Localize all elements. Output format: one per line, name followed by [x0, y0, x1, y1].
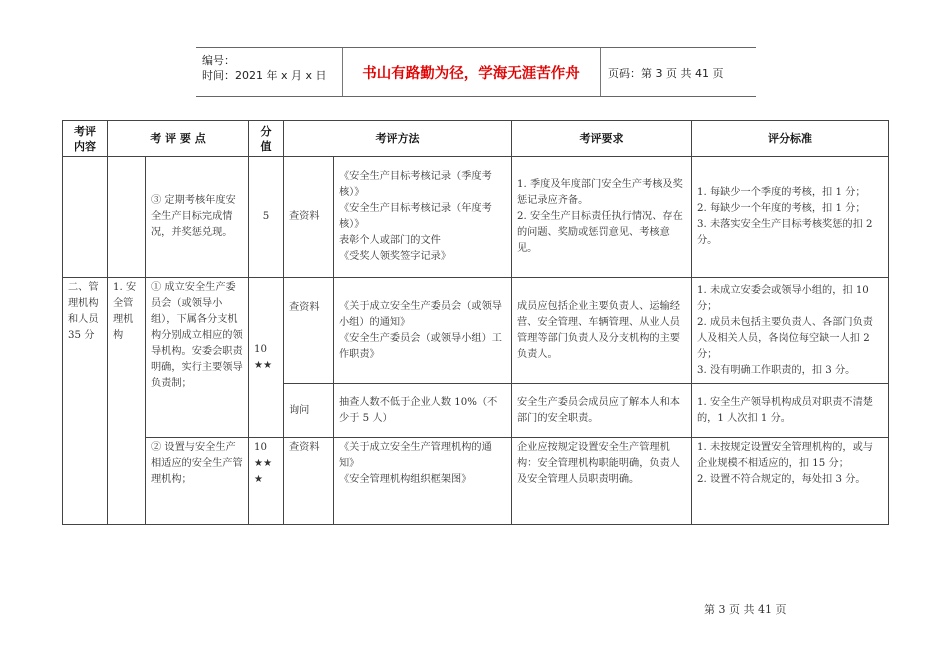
header-standard: 评分标准 — [692, 121, 889, 157]
header-assess-content: 考评 内容 — [63, 121, 108, 157]
assess-point: ② 设置与安全生产相适应的安全生产管理机构； — [146, 438, 249, 525]
header-score: 分 值 — [249, 121, 284, 157]
time-label: 时间：2021 年 x 月 x 日 — [202, 69, 327, 82]
header-page-label: 页码：第 3 页 共 41 页 — [608, 67, 724, 80]
table-row — [63, 438, 889, 525]
score-cell: 5 — [249, 157, 284, 278]
method-cell: 询问 — [284, 384, 334, 438]
table-header-row — [63, 121, 889, 157]
sub-section-cell: 1. 安全管理机构 — [108, 278, 146, 525]
requirement-cell: 企业应按规定设置安全生产管理机构：安全管理机构职能明确，负责人及安全管理人员职责明确。 — [512, 438, 692, 525]
requirement-cell: 成员应包括企业主要负责人、运输经营、安全管理、车辆管理、从业人员管理等部门负责人及分支机构的主要负责人。 — [512, 278, 692, 384]
docs-cell: 《关于成立安全生产管理机构的通知》 《安全管理机构组织框架图》 — [334, 438, 512, 525]
docs-cell: 抽查人数不低于企业人数 10%（不少于 5 人） — [334, 384, 512, 438]
section-cell: 二、管理机构和人员 35 分 — [63, 278, 108, 525]
standard-cell: 1. 未成立安委会或领导小组的，扣 10 分； 2. 成员未包括主要负责人、各部门负责人及相关人员，各岗位每空缺一人扣 2 分； 3. 没有明确工作职责的，扣 3 分。 — [692, 278, 889, 384]
sub-cell-empty — [108, 157, 146, 278]
docs-cell: 《安全生产目标考核记录（季度考核）》 《安全生产目标考核记录（年度考核）》 表彰个人或部门的文件 《受奖人领奖签字记录》 — [334, 157, 512, 278]
header-method: 考评方法 — [284, 121, 512, 157]
method-cell: 查资料 — [284, 278, 334, 384]
method-cell: 查资料 — [284, 157, 334, 278]
header-requirement: 考评要求 — [512, 121, 692, 157]
docs-cell: 《关于成立安全生产委员会（或领导小组）的通知》 《安全生产委员会（或领导小组）工作职责》 — [334, 278, 512, 384]
score-cell: 10 ★★ ★ — [249, 438, 284, 525]
requirement-cell: 1. 季度及年度部门安全生产考核及奖惩记录应齐备。 2. 安全生产目标责任执行情况、存在的问题、奖励或惩罚意见、考核意见。 — [512, 157, 692, 278]
page-footer: 第 3 页 共 41 页 — [704, 603, 787, 616]
standard-cell: 1. 安全生产领导机构成员对职责不清楚的，1 人次扣 1 分。 — [692, 384, 889, 438]
standard-cell: 1. 每缺少一个季度的考核，扣 1 分； 2. 每缺少一个年度的考核，扣 1 分； 3. 未落实安全生产目标考核奖惩的扣 2 分。 — [692, 157, 889, 278]
table-row — [63, 157, 889, 278]
document-header — [196, 47, 756, 97]
header-assess-points: 考 评 要 点 — [108, 121, 249, 157]
table-row — [63, 278, 889, 384]
header-meta-cell — [196, 48, 343, 96]
assessment-table — [62, 120, 889, 525]
standard-cell: 1. 未按规定设置安全管理机构的，或与企业规模不相适应的，扣 15 分； 2. 设置不符合规定的，每处扣 3 分。 — [692, 438, 889, 525]
motto: 书山有路勤为径，学海无涯苦作舟 — [342, 48, 601, 96]
assess-point: ① 成立安全生产委员会（或领导小组），下属各分支机构分别成立相应的领导机构。安委会职责明确，实行主要领导负责制； — [146, 278, 249, 438]
score-cell: 10 ★★ — [249, 278, 284, 438]
method-cell: 查资料 — [284, 438, 334, 525]
assess-point: ③ 定期考核年度安全生产目标完成情况，并奖惩兑现。 — [146, 157, 249, 278]
section-cell-empty — [63, 157, 108, 278]
requirement-cell: 安全生产委员会成员应了解本人和本部门的安全职责。 — [512, 384, 692, 438]
number-label: 编号： — [202, 54, 235, 67]
